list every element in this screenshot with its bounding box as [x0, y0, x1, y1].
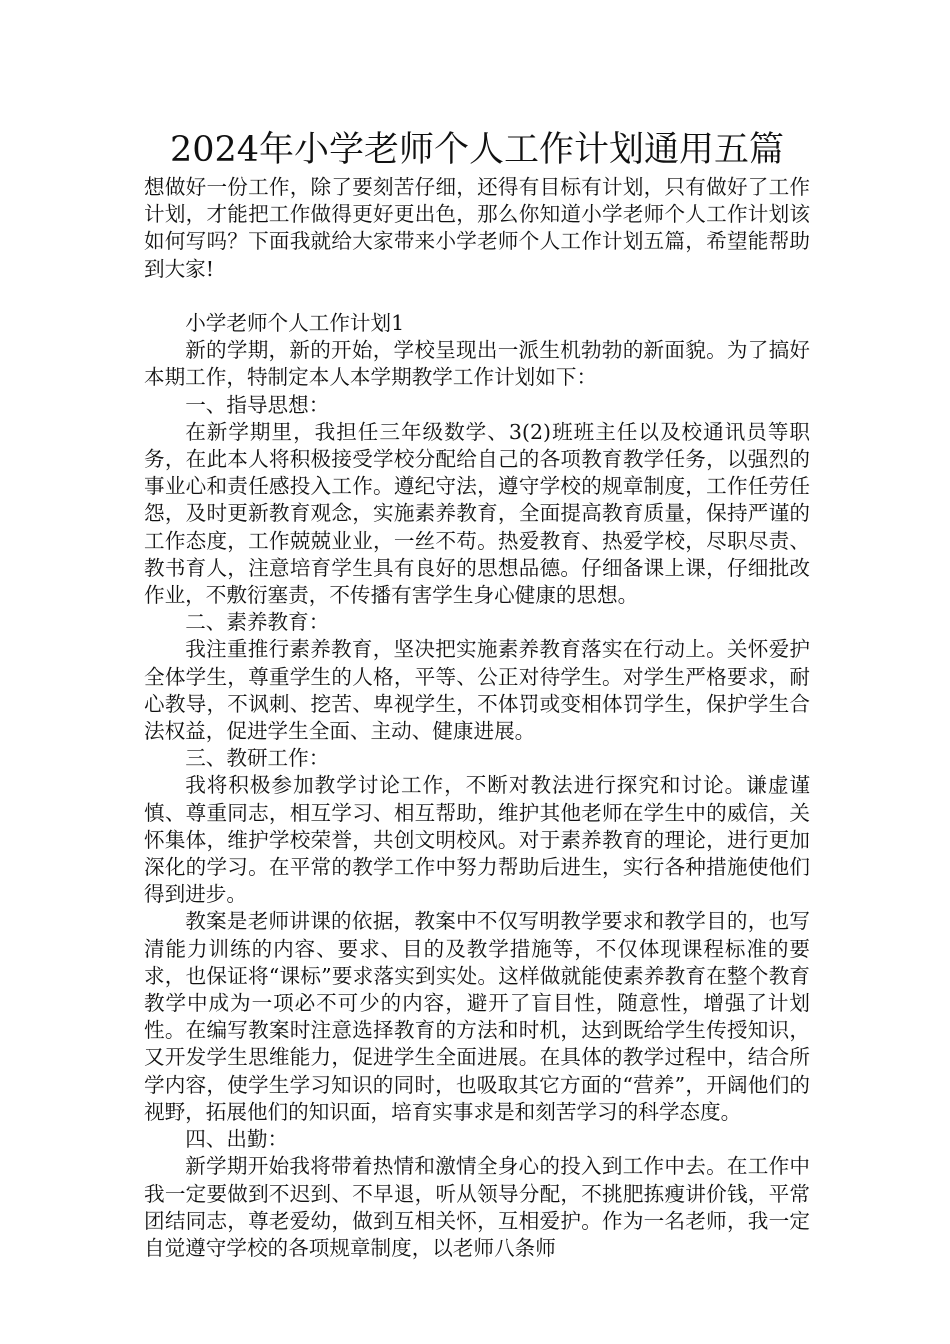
section-heading: 四、出勤：	[185, 1127, 289, 1152]
body-paragraph: 我将积极参加教学讨论工作，不断对教法进行探究和讨论。谦虚谨慎、尊重同志，相互学习、相互帮助，维护其他老师在学生中的威信，关怀集体，维护学校荣誉，共创文明校风。对于素养教育的理论，进行更加深化的学习。在平常的教学工作中努力帮助后进生，实行各种措施使他们得到进步。	[144, 773, 810, 907]
document-title: 2024年小学老师个人工作计划通用五篇	[169, 130, 785, 170]
body-paragraph: 教案是老师讲课的依据，教案中不仅写明教学要求和教学目的，也写清能力训练的内容、要求、目的及教学措施等，不仅体现课程标准的要求，也保证将“课标”要求落实到实处。这样做就能使素养教育在整个教育教学中成为一项必不可少的内容，避开了盲目性，随意性，增强了计划性。在编写教案时注意选择教育的方法和时机，达到既给学生传授知识，又开发学生思维能力，促进学生全面进展。在具体的教学过程中，结合所学内容，使学生学习知识的同时，也吸取其它方面的“营养”，开阔他们的视野，拓展他们的知识面，培育实事求是和刻苦学习的科学态度。	[144, 909, 810, 1124]
blank-line	[144, 283, 810, 310]
section-heading: 二、素养教育：	[185, 610, 330, 635]
section-heading: 一、指导思想：	[185, 392, 330, 417]
body-paragraph: 新的学期，新的开始，学校呈现出一派生机勃勃的新面貌。为了搞好本期工作，特制定本人本学期教学工作计划如下：	[144, 338, 810, 390]
document-page	[144, 126, 810, 1262]
body-paragraph: 在新学期里，我担任三年级数学、3(2)班班主任以及校通讯员等职务，在此本人将积极接受学校分配给自己的各项教育教学任务，以强烈的事业心和责任感投入工作。遵纪守法，遵守学校的规章制度，工作任劳任怨，及时更新教育观念，实施素养教育，全面提高教育质量，保持严谨的工作态度，工作兢兢业业，一丝不苟。热爱教育、热爱学校，尽职尽责、教书育人，注意培育学生具有良好的思想品德。仔细备课上课，仔细批改作业，不敷衍塞责，不传播有害学生身心健康的思想。	[144, 419, 810, 608]
body-paragraph: 我注重推行素养教育，坚决把实施素养教育落实在行动上。关怀爱护全体学生，尊重学生的人格，平等、公正对待学生。对学生严格要求，耐心教导，不讽刺、挖苦、卑视学生，不体罚或变相体罚学生，保护学生合法权益，促进学生全面、主动、健康进展。	[144, 637, 810, 744]
body-paragraph: 新学期开始我将带着热情和激情全身心的投入到工作中去。在工作中我一定要做到不迟到、不早退，听从领导分配，不挑肥拣瘦讲价钱，平常团结同志，尊老爱幼，做到互相关怀，互相爱护。作为一名老师，我一定自觉遵守学校的各项规章制度，以老师八条师	[144, 1154, 810, 1260]
document-body	[144, 174, 810, 1262]
section-title: 小学老师个人工作计划1	[185, 311, 405, 335]
section-heading: 三、教研工作：	[185, 746, 330, 771]
intro-paragraph: 想做好一份工作，除了要刻苦仔细，还得有目标有计划，只有做好了工作计划，才能把工作做得更好更出色，那么你知道小学老师个人工作计划该如何写吗？下面我就给大家带来小学老师个人工作计划五篇，希望能帮助到大家!	[144, 175, 810, 281]
